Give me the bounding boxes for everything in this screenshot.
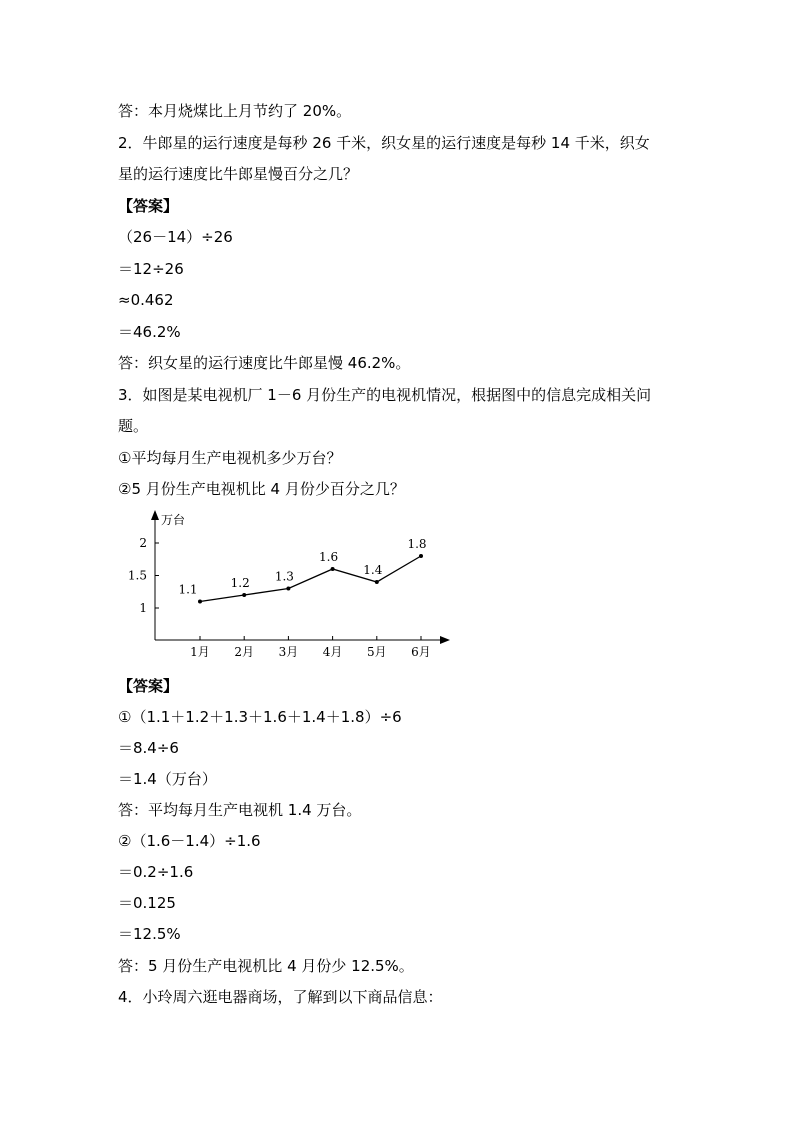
question-4-line: 4．小玲周六逛电器商场，了解到以下商品信息： [118,988,443,1006]
equation-line: ＝1.4（万台） [118,770,217,788]
data-label: 1.3 [274,569,294,584]
sub-question-2: ②5 月份生产电视机比 4 月份少百分之几？ [118,480,405,498]
equation-line: ①（1.1＋1.2＋1.3＋1.6＋1.4＋1.8）÷6 [118,708,402,726]
chart-axes [128,510,450,659]
equation-line: ＝0.125 [118,894,176,912]
equation-line: ＝12÷26 [118,260,184,278]
equation-line: ＝46.2% [118,323,181,341]
data-label: 1.6 [319,550,339,564]
line-chart [118,505,458,665]
data-label: 1.1 [178,582,198,597]
x-tick-label: 1月 [190,645,210,659]
x-tick-label: 2月 [234,645,255,659]
question-3-line-2: 题。 [118,417,149,435]
y-tick-label: 1.5 [127,568,147,583]
y-tick-label: 1 [139,601,147,615]
data-point [375,580,379,584]
data-point [198,600,202,604]
answer-heading: 【答案】 [118,677,179,695]
answer-line: 答：5 月份生产电视机比 4 月份少 12.5%。 [118,957,414,975]
x-tick-label: 4月 [322,645,343,659]
x-tick-label: 5月 [366,645,387,659]
data-label: 1.8 [407,537,427,551]
data-point [286,587,290,591]
data-point [331,567,335,571]
answer-line: 答：平均每月生产电视机 1.4 万台。 [118,801,362,819]
y-axis-arrow [151,510,159,520]
answer-heading: 【答案】 [118,197,179,215]
data-label: 1.4 [363,563,383,577]
answer-line: 答：织女星的运行速度比牛郎星慢 46.2%。 [118,354,411,372]
question-2-line-1: 2．牛郎星的运行速度是每秒 26 千米，织女星的运行速度是每秒 14 千米，织女 [118,134,650,152]
equation-line: ②（1.6－1.4）÷1.6 [118,832,261,850]
x-axis-arrow [440,636,450,644]
question-3-line-1: 3．如图是某电视机厂 1－6 月份生产的电视机情况，根据图中的信息完成相关问 [118,386,652,404]
question-2-line-2: 星的运行速度比牛郎星慢百分之几？ [118,165,359,183]
equation-line: ≈0.462 [118,291,174,309]
y-tick-label: 2 [139,536,147,550]
y-axis-title: 万台 [161,513,186,527]
x-tick-label: 3月 [278,645,299,659]
data-label: 1.2 [230,576,250,590]
equation-line: ＝8.4÷6 [118,739,179,757]
equation-line: （26－14）÷26 [118,228,233,246]
equation-line: ＝12.5% [118,925,181,943]
data-point [242,593,246,597]
sub-question-1: ①平均每月生产电视机多少万台？ [118,449,342,467]
equation-line: ＝0.2÷1.6 [118,863,194,881]
data-point [419,554,423,558]
chart-marks [178,537,426,604]
answer-line: 答：本月烧煤比上月节约了 20%。 [118,102,352,120]
x-tick-label: 6月 [411,645,431,659]
